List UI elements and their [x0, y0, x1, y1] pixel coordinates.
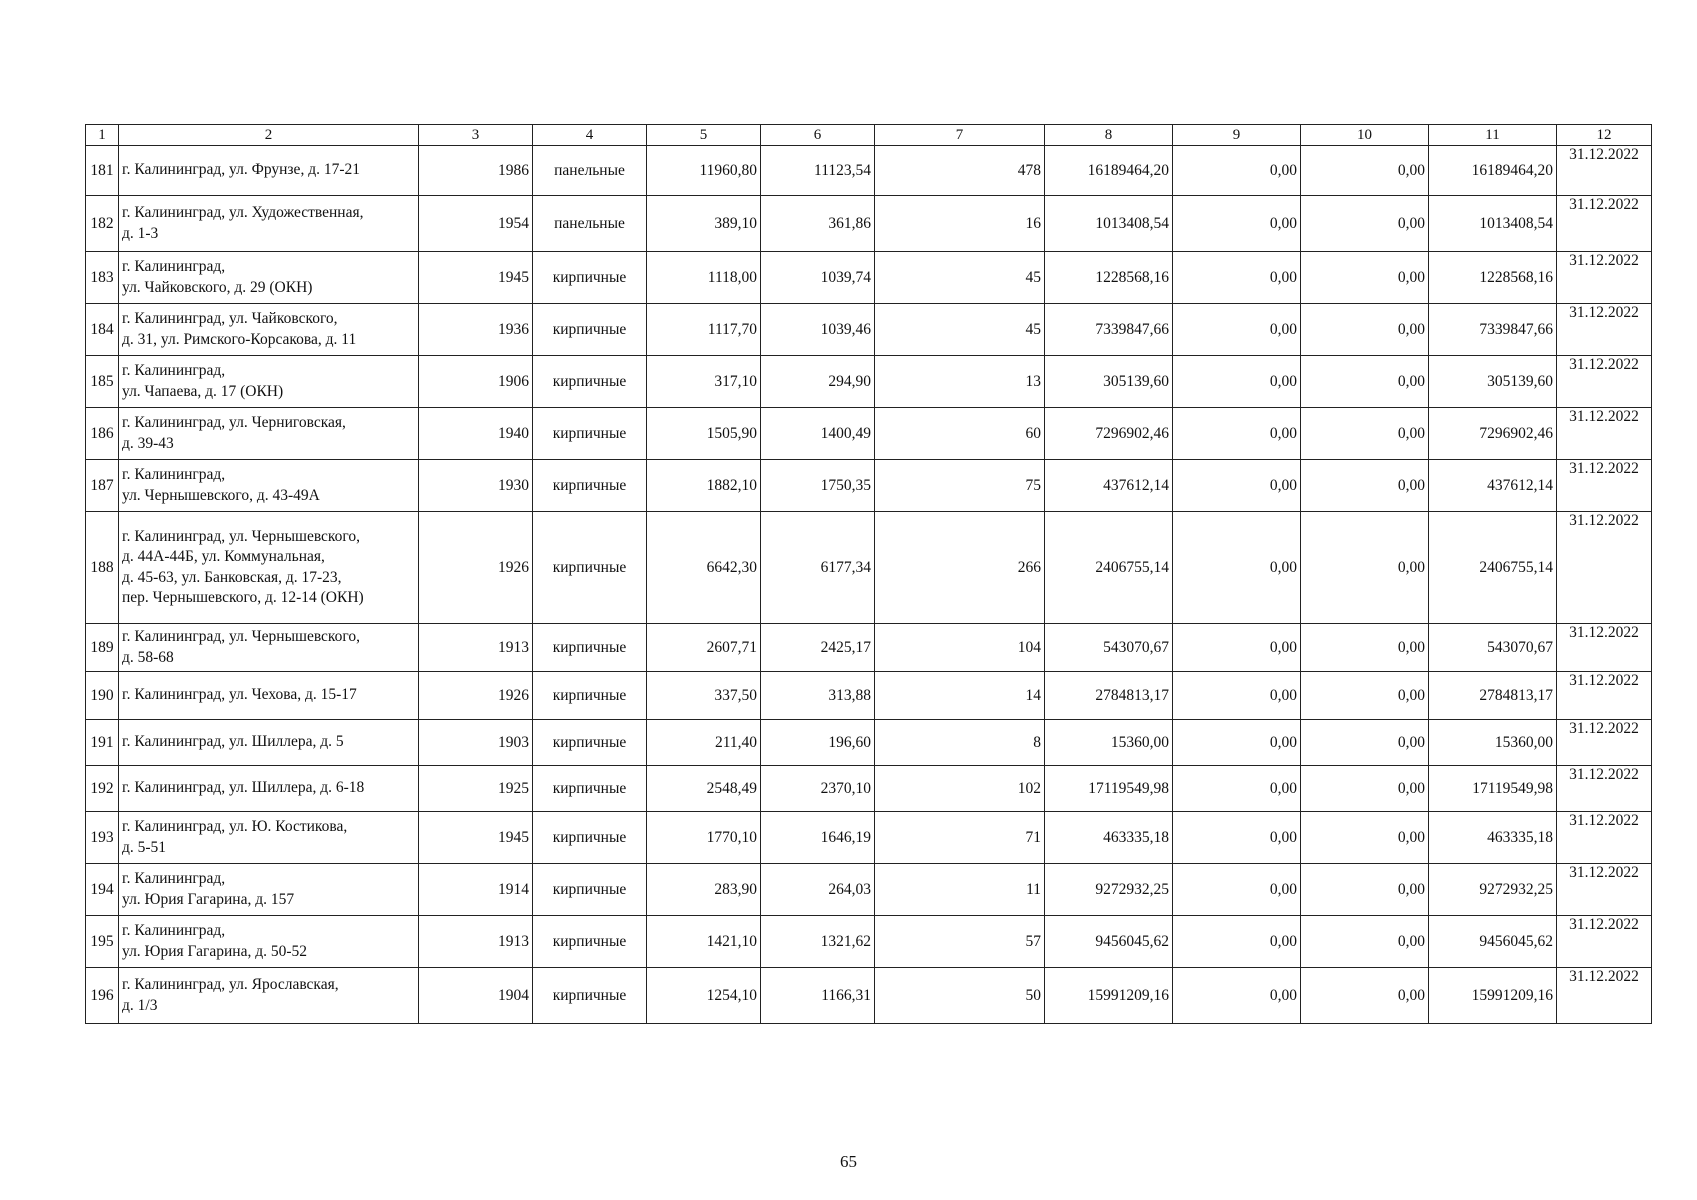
column-header-11: 11 — [1429, 125, 1557, 146]
row-number: 185 — [86, 356, 119, 408]
address-cell — [119, 304, 419, 356]
address-cell — [119, 408, 419, 460]
col8-cell: 7339847,66 — [1045, 304, 1173, 356]
table-row — [86, 672, 1652, 720]
col7-cell: 266 — [875, 512, 1045, 624]
col11-cell: 1013408,54 — [1429, 196, 1557, 252]
address-cell — [119, 916, 419, 968]
col8-cell: 16189464,20 — [1045, 146, 1173, 196]
col6-cell: 1750,35 — [761, 460, 875, 512]
column-header-1: 1 — [86, 125, 119, 146]
col11-cell: 437612,14 — [1429, 460, 1557, 512]
col9-cell: 0,00 — [1173, 512, 1301, 624]
col7-cell: 75 — [875, 460, 1045, 512]
walls-cell: панельные — [533, 146, 647, 196]
table-row — [86, 916, 1652, 968]
address-line: г. Калининград, — [122, 466, 226, 484]
date-cell: 31.12.2022 — [1557, 304, 1652, 356]
year-cell: 1930 — [419, 460, 533, 512]
walls-cell: кирпичные — [533, 720, 647, 766]
col9-cell: 0,00 — [1173, 304, 1301, 356]
col6-cell: 1039,74 — [761, 252, 875, 304]
column-header-4: 4 — [533, 125, 647, 146]
column-header-2: 2 — [119, 125, 419, 146]
address-cell — [119, 720, 419, 766]
address-line: ул. Чайковского, д. 29 (ОКН) — [122, 278, 313, 296]
col8-cell: 15360,00 — [1045, 720, 1173, 766]
col11-cell: 2406755,14 — [1429, 512, 1557, 624]
col8-cell: 2406755,14 — [1045, 512, 1173, 624]
col9-cell: 0,00 — [1173, 916, 1301, 968]
col7-cell: 11 — [875, 864, 1045, 916]
table-row — [86, 766, 1652, 812]
col6-cell: 313,88 — [761, 672, 875, 720]
col10-cell: 0,00 — [1301, 304, 1429, 356]
col9-cell: 0,00 — [1173, 624, 1301, 672]
address-cell — [119, 624, 419, 672]
col10-cell: 0,00 — [1301, 356, 1429, 408]
col9-cell: 0,00 — [1173, 766, 1301, 812]
col6-cell: 1039,46 — [761, 304, 875, 356]
col9-cell: 0,00 — [1173, 408, 1301, 460]
col7-cell: 102 — [875, 766, 1045, 812]
col10-cell: 0,00 — [1301, 460, 1429, 512]
address-line: д. 39-43 — [122, 434, 174, 452]
column-header-3: 3 — [419, 125, 533, 146]
address-line: г. Калининград, ул. Художественная, — [122, 204, 364, 222]
col7-cell: 60 — [875, 408, 1045, 460]
col11-cell: 7296902,46 — [1429, 408, 1557, 460]
col9-cell: 0,00 — [1173, 864, 1301, 916]
col5-cell: 6642,30 — [647, 512, 761, 624]
col6-cell: 264,03 — [761, 864, 875, 916]
year-cell: 1936 — [419, 304, 533, 356]
year-cell: 1945 — [419, 812, 533, 864]
year-cell: 1954 — [419, 196, 533, 252]
date-cell: 31.12.2022 — [1557, 408, 1652, 460]
row-number: 194 — [86, 864, 119, 916]
walls-cell: кирпичные — [533, 512, 647, 624]
col6-cell: 361,86 — [761, 196, 875, 252]
walls-cell: кирпичные — [533, 766, 647, 812]
address-cell — [119, 146, 419, 196]
col10-cell: 0,00 — [1301, 672, 1429, 720]
table-body — [86, 146, 1652, 1024]
table-row — [86, 196, 1652, 252]
date-cell: 31.12.2022 — [1557, 864, 1652, 916]
col5-cell: 11960,80 — [647, 146, 761, 196]
walls-cell: кирпичные — [533, 864, 647, 916]
page-number: 65 — [840, 1152, 857, 1171]
col7-cell: 478 — [875, 146, 1045, 196]
col7-cell: 13 — [875, 356, 1045, 408]
col11-cell: 9456045,62 — [1429, 916, 1557, 968]
walls-cell: кирпичные — [533, 252, 647, 304]
address-cell — [119, 196, 419, 252]
col8-cell: 1228568,16 — [1045, 252, 1173, 304]
date-cell: 31.12.2022 — [1557, 916, 1652, 968]
address-cell — [119, 356, 419, 408]
col8-cell: 543070,67 — [1045, 624, 1173, 672]
row-number: 183 — [86, 252, 119, 304]
address-line: г. Калининград, ул. Чернышевского, — [122, 628, 361, 646]
walls-cell: кирпичные — [533, 672, 647, 720]
col9-cell: 0,00 — [1173, 196, 1301, 252]
walls-cell: кирпичные — [533, 624, 647, 672]
address-cell — [119, 252, 419, 304]
col10-cell: 0,00 — [1301, 512, 1429, 624]
year-cell: 1903 — [419, 720, 533, 766]
col8-cell: 15991209,16 — [1045, 968, 1173, 1024]
table-row — [86, 512, 1652, 624]
header-row — [86, 125, 1652, 146]
col7-cell: 104 — [875, 624, 1045, 672]
col11-cell: 15360,00 — [1429, 720, 1557, 766]
col10-cell: 0,00 — [1301, 196, 1429, 252]
col6-cell: 2425,17 — [761, 624, 875, 672]
row-number: 192 — [86, 766, 119, 812]
table-row — [86, 720, 1652, 766]
address-line: г. Калининград, ул. Шиллера, д. 6-18 — [122, 779, 365, 797]
address-line: г. Калининград, ул. Фрунзе, д. 17-21 — [122, 161, 360, 179]
col9-cell: 0,00 — [1173, 812, 1301, 864]
col10-cell: 0,00 — [1301, 916, 1429, 968]
row-number: 182 — [86, 196, 119, 252]
year-cell: 1913 — [419, 624, 533, 672]
col10-cell: 0,00 — [1301, 766, 1429, 812]
col9-cell: 0,00 — [1173, 356, 1301, 408]
row-number: 188 — [86, 512, 119, 624]
address-cell — [119, 864, 419, 916]
address-line: г. Калининград, ул. Ю. Костикова, — [122, 818, 348, 836]
table-row — [86, 408, 1652, 460]
col6-cell: 11123,54 — [761, 146, 875, 196]
col7-cell: 71 — [875, 812, 1045, 864]
col10-cell: 0,00 — [1301, 812, 1429, 864]
date-cell: 31.12.2022 — [1557, 512, 1652, 624]
registry-table — [85, 124, 1652, 1024]
date-cell: 31.12.2022 — [1557, 252, 1652, 304]
address-cell — [119, 512, 419, 624]
date-cell: 31.12.2022 — [1557, 672, 1652, 720]
col6-cell: 6177,34 — [761, 512, 875, 624]
col5-cell: 2607,71 — [647, 624, 761, 672]
table-row — [86, 812, 1652, 864]
col8-cell: 2784813,17 — [1045, 672, 1173, 720]
col5-cell: 337,50 — [647, 672, 761, 720]
address-line: г. Калининград, ул. Черниговская, — [122, 414, 346, 432]
col5-cell: 1505,90 — [647, 408, 761, 460]
date-cell: 31.12.2022 — [1557, 460, 1652, 512]
address-line: г. Калининград, ул. Чернышевского, — [122, 528, 361, 546]
col5-cell: 283,90 — [647, 864, 761, 916]
address-cell — [119, 460, 419, 512]
address-line: г. Калининград, ул. Чехова, д. 15-17 — [122, 686, 357, 704]
col5-cell: 1882,10 — [647, 460, 761, 512]
year-cell: 1945 — [419, 252, 533, 304]
col8-cell: 9456045,62 — [1045, 916, 1173, 968]
date-cell: 31.12.2022 — [1557, 146, 1652, 196]
col8-cell: 305139,60 — [1045, 356, 1173, 408]
address-cell — [119, 766, 419, 812]
col5-cell: 211,40 — [647, 720, 761, 766]
col7-cell: 57 — [875, 916, 1045, 968]
walls-cell: кирпичные — [533, 916, 647, 968]
col5-cell: 1118,00 — [647, 252, 761, 304]
row-number: 187 — [86, 460, 119, 512]
col5-cell: 1117,70 — [647, 304, 761, 356]
col7-cell: 45 — [875, 252, 1045, 304]
year-cell: 1904 — [419, 968, 533, 1024]
col8-cell: 9272932,25 — [1045, 864, 1173, 916]
table-row — [86, 304, 1652, 356]
row-number: 190 — [86, 672, 119, 720]
row-number: 186 — [86, 408, 119, 460]
table-row — [86, 460, 1652, 512]
col11-cell: 463335,18 — [1429, 812, 1557, 864]
col10-cell: 0,00 — [1301, 864, 1429, 916]
col11-cell: 9272932,25 — [1429, 864, 1557, 916]
walls-cell: кирпичные — [533, 460, 647, 512]
address-line: д. 1-3 — [122, 224, 159, 242]
year-cell: 1906 — [419, 356, 533, 408]
column-header-6: 6 — [761, 125, 875, 146]
col11-cell: 7339847,66 — [1429, 304, 1557, 356]
col6-cell: 1646,19 — [761, 812, 875, 864]
address-line: г. Калининград, — [122, 258, 226, 276]
address-line: г. Калининград, ул. Ярославская, — [122, 976, 339, 994]
year-cell: 1940 — [419, 408, 533, 460]
col5-cell: 317,10 — [647, 356, 761, 408]
address-line: ул. Юрия Гагарина, д. 50-52 — [122, 942, 307, 960]
row-number: 191 — [86, 720, 119, 766]
col8-cell: 7296902,46 — [1045, 408, 1173, 460]
row-number: 181 — [86, 146, 119, 196]
col8-cell: 437612,14 — [1045, 460, 1173, 512]
address-line: д. 44А-44Б, ул. Коммунальная, — [122, 548, 325, 566]
col9-cell: 0,00 — [1173, 720, 1301, 766]
col9-cell: 0,00 — [1173, 672, 1301, 720]
col6-cell: 1400,49 — [761, 408, 875, 460]
date-cell: 31.12.2022 — [1557, 766, 1652, 812]
col8-cell: 1013408,54 — [1045, 196, 1173, 252]
row-number: 189 — [86, 624, 119, 672]
col7-cell: 45 — [875, 304, 1045, 356]
row-number: 196 — [86, 968, 119, 1024]
registry-sheet — [85, 124, 1641, 1024]
walls-cell: кирпичные — [533, 968, 647, 1024]
date-cell: 31.12.2022 — [1557, 624, 1652, 672]
walls-cell: кирпичные — [533, 812, 647, 864]
col5-cell: 2548,49 — [647, 766, 761, 812]
col9-cell: 0,00 — [1173, 968, 1301, 1024]
date-cell: 31.12.2022 — [1557, 196, 1652, 252]
address-line: г. Калининград, ул. Шиллера, д. 5 — [122, 733, 344, 751]
address-line: д. 58-68 — [122, 648, 174, 666]
address-line: д. 5-51 — [122, 838, 167, 856]
col5-cell: 1770,10 — [647, 812, 761, 864]
col11-cell: 543070,67 — [1429, 624, 1557, 672]
address-line: г. Калининград, ул. Чайковского, — [122, 310, 338, 328]
table-row — [86, 864, 1652, 916]
column-header-9: 9 — [1173, 125, 1301, 146]
col5-cell: 389,10 — [647, 196, 761, 252]
col7-cell: 50 — [875, 968, 1045, 1024]
col10-cell: 0,00 — [1301, 408, 1429, 460]
year-cell: 1914 — [419, 864, 533, 916]
col5-cell: 1254,10 — [647, 968, 761, 1024]
column-header-7: 7 — [875, 125, 1045, 146]
table-row — [86, 968, 1652, 1024]
col10-cell: 0,00 — [1301, 720, 1429, 766]
row-number: 195 — [86, 916, 119, 968]
col10-cell: 0,00 — [1301, 968, 1429, 1024]
col11-cell: 305139,60 — [1429, 356, 1557, 408]
address-cell — [119, 672, 419, 720]
col8-cell: 17119549,98 — [1045, 766, 1173, 812]
col9-cell: 0,00 — [1173, 146, 1301, 196]
col10-cell: 0,00 — [1301, 146, 1429, 196]
table-header — [86, 125, 1652, 146]
column-header-10: 10 — [1301, 125, 1429, 146]
col9-cell: 0,00 — [1173, 252, 1301, 304]
table-row — [86, 146, 1652, 196]
col11-cell: 17119549,98 — [1429, 766, 1557, 812]
walls-cell: кирпичные — [533, 356, 647, 408]
col11-cell: 16189464,20 — [1429, 146, 1557, 196]
address-cell — [119, 812, 419, 864]
col7-cell: 8 — [875, 720, 1045, 766]
table-row — [86, 356, 1652, 408]
address-line: г. Калининград, — [122, 922, 226, 940]
address-line: ул. Чапаева, д. 17 (ОКН) — [122, 382, 284, 400]
col8-cell: 463335,18 — [1045, 812, 1173, 864]
address-line: д. 45-63, ул. Банковская, д. 17-23, — [122, 568, 342, 586]
col6-cell: 1321,62 — [761, 916, 875, 968]
column-header-12: 12 — [1557, 125, 1652, 146]
column-header-5: 5 — [647, 125, 761, 146]
col7-cell: 14 — [875, 672, 1045, 720]
column-header-8: 8 — [1045, 125, 1173, 146]
col11-cell: 1228568,16 — [1429, 252, 1557, 304]
col6-cell: 294,90 — [761, 356, 875, 408]
col11-cell: 2784813,17 — [1429, 672, 1557, 720]
address-cell — [119, 968, 419, 1024]
table-row — [86, 624, 1652, 672]
walls-cell: кирпичные — [533, 304, 647, 356]
year-cell: 1925 — [419, 766, 533, 812]
date-cell: 31.12.2022 — [1557, 812, 1652, 864]
address-line: ул. Юрия Гагарина, д. 157 — [122, 890, 295, 908]
year-cell: 1926 — [419, 672, 533, 720]
date-cell: 31.12.2022 — [1557, 356, 1652, 408]
year-cell: 1926 — [419, 512, 533, 624]
date-cell: 31.12.2022 — [1557, 720, 1652, 766]
col11-cell: 15991209,16 — [1429, 968, 1557, 1024]
col6-cell: 196,60 — [761, 720, 875, 766]
row-number: 193 — [86, 812, 119, 864]
address-line: д. 31, ул. Римского-Корсакова, д. 11 — [122, 330, 357, 348]
address-line: д. 1/3 — [122, 996, 158, 1014]
col9-cell: 0,00 — [1173, 460, 1301, 512]
walls-cell: кирпичные — [533, 408, 647, 460]
address-line: пер. Чернышевского, д. 12-14 (ОКН) — [122, 588, 364, 606]
col10-cell: 0,00 — [1301, 624, 1429, 672]
year-cell: 1913 — [419, 916, 533, 968]
date-cell: 31.12.2022 — [1557, 968, 1652, 1024]
address-line: ул. Чернышевского, д. 43-49А — [122, 486, 320, 504]
address-line: г. Калининград, — [122, 870, 226, 888]
table-row — [86, 252, 1652, 304]
year-cell: 1986 — [419, 146, 533, 196]
col7-cell: 16 — [875, 196, 1045, 252]
col6-cell: 2370,10 — [761, 766, 875, 812]
col10-cell: 0,00 — [1301, 252, 1429, 304]
col6-cell: 1166,31 — [761, 968, 875, 1024]
row-number: 184 — [86, 304, 119, 356]
address-line: г. Калининград, — [122, 362, 226, 380]
col5-cell: 1421,10 — [647, 916, 761, 968]
walls-cell: панельные — [533, 196, 647, 252]
